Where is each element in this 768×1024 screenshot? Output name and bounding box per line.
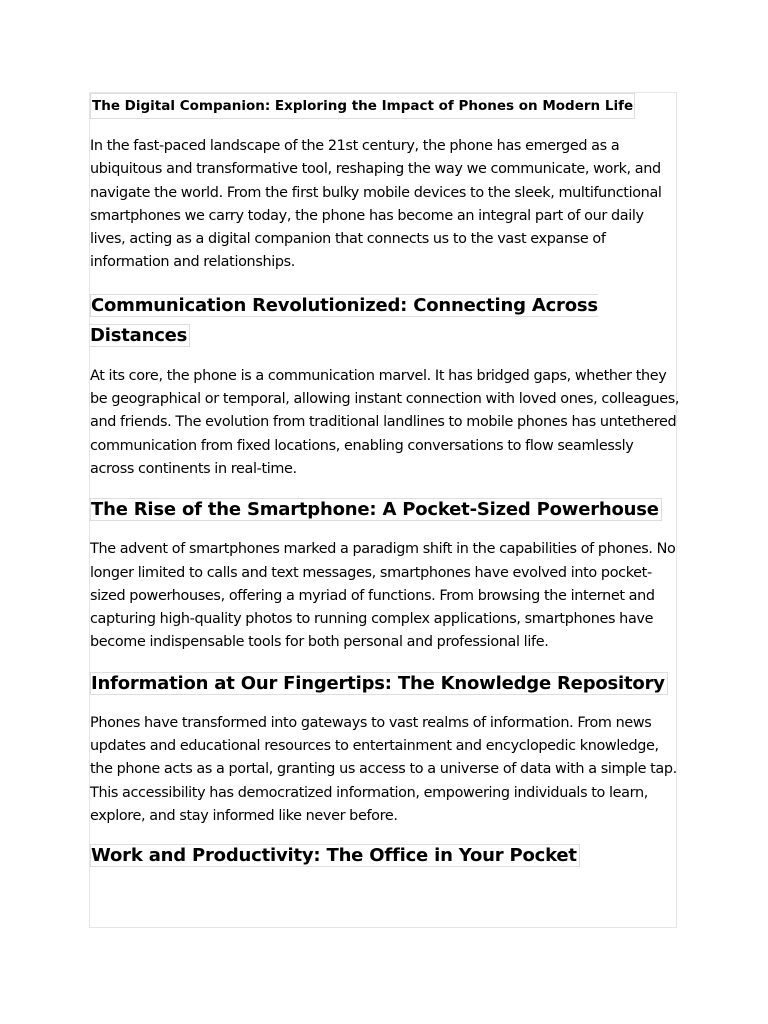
- section-paragraph-smartphone: The advent of smartphones marked a paradigm shift in the capabilities of phones. No longer limited to calls and text messages, smartphones have evolved into pocket-sized powerhouses, offering a myriad of functions. From browsing the internet and capturing high-quality photos to running complex applications, smartphones have become indispensable tools for both personal and professional life.: [90, 541, 676, 651]
- intro-paragraph: In the fast-paced landscape of the 21st century, the phone has emerged as a ubiquitous and transformative tool, reshaping the way we communicate, work, and navigate the world. From the first bulky mobile devices to the sleek, multifunctional smartphones we carry today, the phone has become an integral part of our daily lives, acting as a digital companion that connects us to the vast expanse of information and relationships.: [90, 138, 662, 271]
- section-paragraph-information: Phones have transformed into gateways to vast realms of information. From news updates and educational resources to entertainment and encyclopedic knowledge, the phone acts as a portal, granting us access to a universe of data with a simple tap. This accessibility has democratized information, empowering individuals to learn, explore, and stay informed like never before.: [90, 714, 677, 824]
- document-title: The Digital Companion: Exploring the Impact of Phones on Modern Life: [90, 93, 635, 119]
- section-heading-wrap-work: [90, 841, 680, 871]
- section-heading-work: Work and Productivity: The Office in Your Pocket: [90, 844, 580, 867]
- document-body: [90, 93, 680, 871]
- section-heading-information: Information at Our Fingertips: The Knowledge Repository: [90, 672, 668, 695]
- section-heading-communication: Communication Revolutionized: Connecting Across Distances: [90, 294, 598, 346]
- section-heading-wrap-communication: [90, 291, 615, 351]
- section-heading-wrap-information: [90, 669, 680, 699]
- section-paragraph-communication: At its core, the phone is a communication marvel. It has bridged gaps, whether they be geographical or temporal, allowing instant connection with loved ones, colleagues, and friends. The evolution from traditional landlines to mobile phones has untethered communication from fixed locations, enabling conversations to flow seamlessly across continents in real-time.: [90, 367, 680, 477]
- section-heading-wrap-smartphone: [90, 495, 680, 525]
- section-heading-smartphone: The Rise of the Smartphone: A Pocket-Sized Powerhouse: [90, 498, 662, 521]
